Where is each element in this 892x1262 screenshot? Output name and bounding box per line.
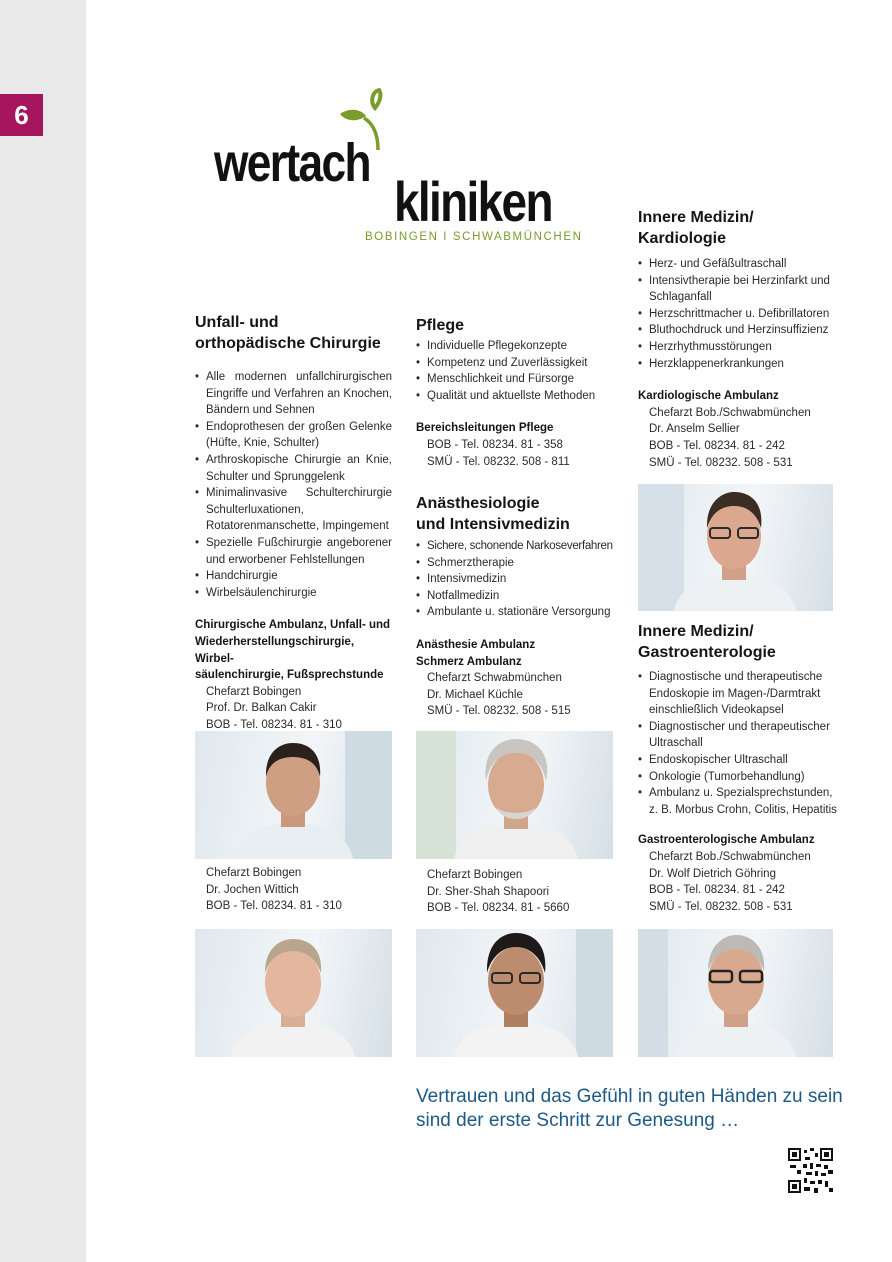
phone-number: SMÜ - Tel. 08232. 508 - 531: [649, 456, 793, 469]
page-number-tab: [0, 94, 43, 136]
phone-number: BOB - Tel. 08234. 81 - 242: [649, 439, 785, 452]
service-list: [638, 669, 838, 818]
doctor-role: Chefarzt Bobingen: [427, 869, 523, 881]
contact-title: Bereichsleitungen Pflege: [416, 422, 554, 435]
service-list: [416, 538, 616, 621]
doctor-role: Chefarzt Schwabmünchen: [427, 672, 562, 685]
doctor-name: Dr. Anselm Sellier: [649, 423, 740, 436]
list-item: • Herzschrittmacher u. Defibrillatoren: [638, 306, 838, 323]
list-item: • Bluthochdruck und Herzinsuffizienz: [638, 322, 838, 339]
doctor-role: Chefarzt Bobingen: [206, 685, 302, 698]
doctor-name: Dr. Wolf Dietrich Göhring: [649, 867, 776, 880]
doctor-role: Chefarzt Bob./Schwabmünchen: [649, 850, 811, 863]
phone-number: SMÜ - Tel. 08232. 508 - 515: [427, 705, 571, 718]
ambulance-title: Gastroenterologische Ambulanz: [638, 834, 815, 847]
section-title: Innere Medizin/ Gastroenterologie: [638, 623, 776, 661]
logo-word-wertach: wertach: [214, 133, 370, 193]
list-item: • Endoskopischer Ultraschall: [638, 752, 838, 769]
section-unfallchirurgie: [195, 312, 392, 733]
phone-number: BOB - Tel. 08234. 81 - 310: [206, 718, 342, 731]
list-item: • Intensivtherapie bei Herzinfarkt und Schlaganfall: [638, 273, 838, 306]
list-item: • Diagnostischer und therapeutischer Ultraschall: [638, 719, 838, 752]
section-title: Pflege: [416, 317, 465, 334]
list-item: • Arthroskopische Chirurgie an Knie, Schulter und Sprunggelenk: [195, 452, 392, 485]
phone-number: BOB - Tel. 08234. 81 - 358: [427, 438, 563, 451]
section-kardiologie: [638, 207, 838, 471]
doctor-photo-kuechle: [416, 731, 613, 859]
wertach-kliniken-logo: [214, 84, 594, 249]
qr-code-icon[interactable]: [788, 1148, 833, 1193]
section-title: Anästhesiologie und Intensivmedizin: [416, 495, 570, 533]
phone-number: BOB - Tel. 08234. 81 - 242: [649, 884, 785, 897]
phone-number: SMÜ - Tel. 08232. 508 - 811: [427, 455, 570, 468]
page-sidebar: [0, 0, 86, 1262]
list-item: • Handchirurgie: [195, 568, 392, 585]
tagline-line-2: sind der erste Schritt zur Genesung …: [416, 1110, 740, 1131]
ambulance-info: [416, 637, 616, 720]
list-item: • Herzrhythmusstörungen: [638, 339, 838, 356]
list-item: • Herz- und Gefäßultraschall: [638, 256, 838, 273]
phone-number: BOB - Tel. 08234. 81 - 5660: [427, 902, 570, 915]
list-item: • Intensivmedizin: [416, 571, 616, 588]
doctor-name: Dr. Jochen Wittich: [206, 883, 299, 896]
list-item: • Herzklappenerkrankungen: [638, 356, 838, 373]
tagline: [416, 1085, 846, 1133]
list-item: • Ambulanz u. Spezialsprechstunden, z. B. Morbus Crohn, Colitis, Hepatitis: [638, 785, 838, 818]
section-gastroenterologie: [638, 621, 838, 915]
list-item: • Diagnostische und therapeutische Endoskopie im Magen-/Darmtrakt einschließlich Videokapsel: [638, 669, 838, 719]
service-list: [195, 369, 392, 601]
contact-info: [416, 420, 616, 470]
doctor-photo-wittich: [195, 929, 392, 1057]
list-item: • Wirbelsäulenchirurgie: [195, 585, 392, 602]
service-list: [416, 338, 616, 404]
list-item: • Spezielle Fußchirurgie angeborener und erworbener Fehlstellungen: [195, 535, 392, 568]
section-pflege: [416, 315, 616, 470]
ambulance-title: Anästhesie Ambulanz Schmerz Ambulanz: [416, 638, 536, 668]
doctor-caption-shapoori: [416, 867, 616, 917]
list-item: • Menschlichkeit und Fürsorge: [416, 371, 616, 388]
tagline-line-1: Vertrauen und das Gefühl in guten Händen zu sein: [416, 1086, 843, 1107]
title-line-2: orthopädische Chirurgie: [195, 335, 381, 352]
doctor-photo-sellier: [638, 484, 833, 611]
doctor-role: Chefarzt Bobingen: [206, 867, 302, 879]
doctor-photo-goehring: [638, 929, 833, 1057]
ambulance-info: [195, 617, 392, 733]
ambulance-title: Kardiologische Ambulanz: [638, 390, 779, 403]
title-line-1: Unfall- und: [195, 314, 279, 331]
list-item: • Schmerztherapie: [416, 555, 616, 572]
logo-subtitle: BOBINGEN I SCHWABMÜNCHEN: [365, 231, 583, 243]
doctor-name: Dr. Sher-Shah Shapoori: [427, 885, 550, 898]
list-item: • Qualität und aktuellste Methoden: [416, 388, 616, 405]
list-item: • Notfallmedizin: [416, 588, 616, 605]
section-anaesthesiologie: [416, 493, 616, 720]
doctor-photo-cakir: [195, 731, 392, 859]
ambulance-info: [638, 832, 838, 915]
ambulance-title: Chirurgische Ambulanz, Unfall- und Wiederherstellungschirurgie, Wirbel- säulenchirurgie, Fußsprechstunde: [195, 619, 391, 682]
list-item: • Minimalinvasive Schulterchirurgie Schulterluxationen, Rotatorenmanschette, Impingement: [195, 485, 392, 535]
phone-number: SMÜ - Tel. 08232. 508 - 531: [649, 900, 793, 913]
section-title: Innere Medizin/ Kardiologie: [638, 209, 754, 247]
list-item: • Sichere, schonende Narkoseverfahren: [416, 538, 616, 555]
list-item: • Alle modernen unfallchirurgischen Eingriffe und Verfahren an Knochen, Bändern und Sehnen: [195, 369, 392, 419]
doctor-name: Prof. Dr. Balkan Cakir: [206, 702, 317, 715]
phone-number: BOB - Tel. 08234. 81 - 310: [206, 900, 342, 913]
list-item: • Onkologie (Tumorbehandlung): [638, 769, 838, 786]
list-item: • Kompetenz und Zuverlässigkeit: [416, 355, 616, 372]
ambulance-info: [638, 388, 838, 471]
page-number: 6: [14, 99, 29, 130]
doctor-photo-shapoori: [416, 929, 613, 1057]
list-item: • Ambulante u. stationäre Versorgung: [416, 604, 616, 621]
service-list: [638, 256, 838, 372]
doctor-name: Dr. Michael Küchle: [427, 688, 523, 701]
doctor-role: Chefarzt Bob./Schwabmünchen: [649, 406, 811, 419]
section-title: [195, 312, 392, 354]
list-item: • Endoprothesen der großen Gelenke (Hüfte, Knie, Schulter): [195, 419, 392, 452]
list-item: • Individuelle Pflegekonzepte: [416, 338, 616, 355]
logo-word-kliniken: kliniken: [394, 170, 552, 233]
doctor-caption-wittich: [195, 865, 392, 915]
